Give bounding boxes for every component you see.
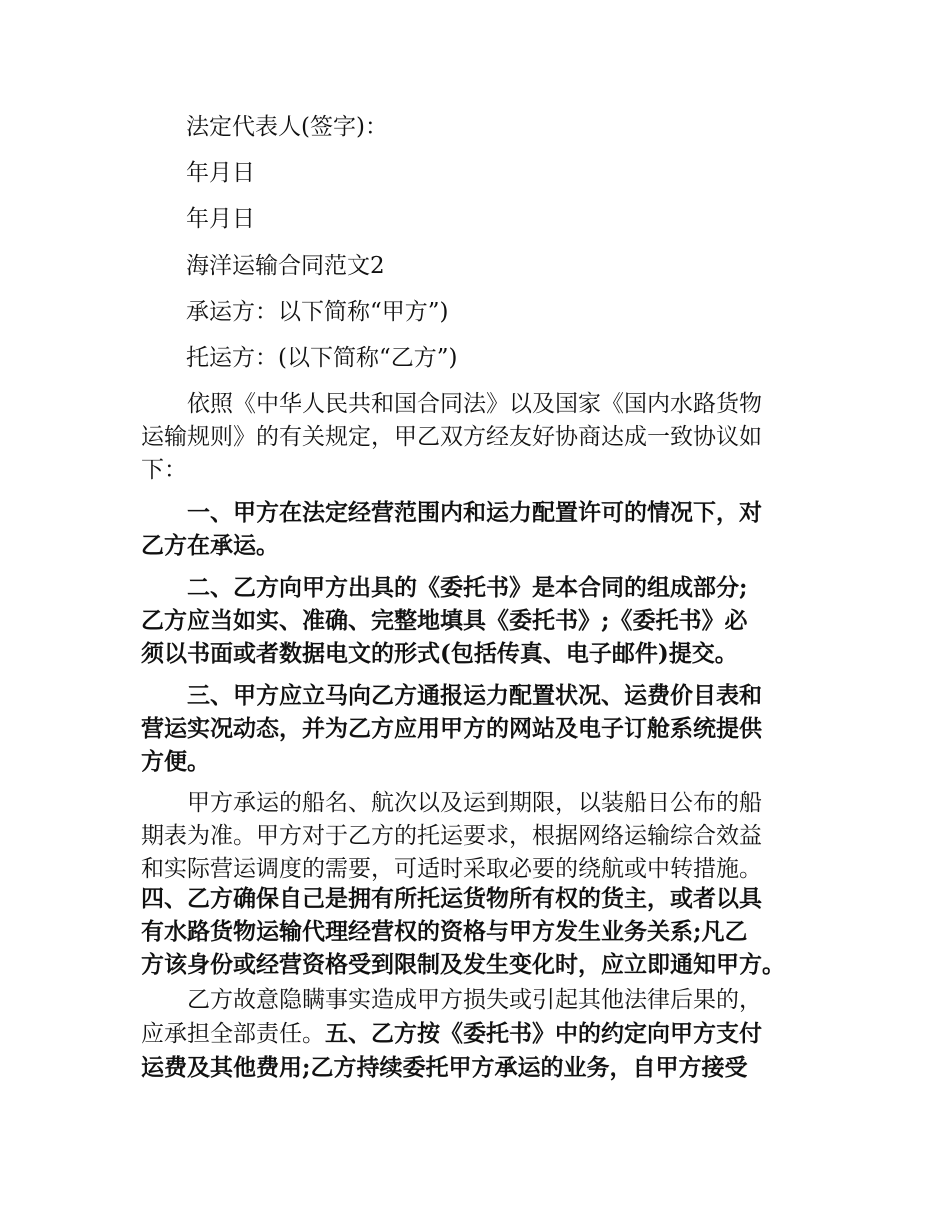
text-line [141, 1017, 831, 1051]
liability-paragraph [141, 984, 831, 1084]
text-line: 一、甲方在法定经营范围内和运力配置许可的情况下，对 [187, 499, 762, 526]
date-line: 年月日 [186, 160, 255, 186]
date-line: 年月日 [186, 206, 255, 232]
intro-paragraph [141, 388, 831, 487]
text-line: 三、甲方应立马向乙方通报运力配置状况、运费价目表和 [187, 682, 762, 709]
text-segment: 应承担全部责任。 [141, 1021, 325, 1047]
clause-1 [141, 496, 831, 562]
text-line: 甲方承运的船名、航次以及运到期限，以装船日公布的船 [187, 790, 762, 816]
text-line: 有水路货物运输代理经营权的资格与甲方发生业务关系;凡乙 [141, 918, 748, 945]
text-line: 运费及其他费用;乙方持续委托甲方承运的业务，自甲方接受 [141, 1054, 748, 1081]
schedule-paragraph [141, 787, 831, 886]
text-line: 乙方在承运。 [141, 532, 279, 559]
clause-3 [141, 679, 831, 778]
legal-rep-signature-line: 法定代表人(签字)： [186, 114, 388, 140]
text-line: 乙方故意隐瞒事实造成甲方损失或引起其他法律后果的， [187, 987, 762, 1013]
text-line: 依照《中华人民共和国合同法》以及国家《国内水路货物 [187, 391, 762, 417]
text-line: 须以书面或者数据电文的形式(包括传真、电子邮件)提交。 [141, 640, 738, 667]
contract-title: 海洋运输合同范文2 [186, 253, 385, 279]
clause-5-start: 五、乙方按《委托书》中的约定向甲方支付 [325, 1020, 762, 1047]
shipper-party-line: 托运方：(以下简称“乙方”) [186, 345, 458, 371]
text-line: 方便。 [141, 748, 210, 775]
text-line: 期表为准。甲方对于乙方的托运要求，根据网络运输综合效益 [141, 823, 762, 849]
text-line: 下： [141, 457, 187, 483]
text-line: 和实际营运调度的需要，可适时采取必要的绕航或中转措施。 [141, 856, 762, 882]
carrier-party-line: 承运方：以下简称“甲方”) [186, 299, 449, 325]
clause-2 [141, 571, 831, 670]
text-line: 四、乙方确保自己是拥有所托运货物所有权的货主，或者以具 [141, 885, 762, 912]
text-line: 乙方应当如实、准确、完整地填具《委托书》;《委托书》必 [141, 607, 748, 634]
text-line: 营运实况动态，并为乙方应用甲方的网站及电子订舱系统提供 [141, 715, 762, 742]
text-line: 方该身份或经营资格受到限制及发生变化时，应立即通知甲方。 [141, 951, 785, 978]
text-line: 运输规则》的有关规定，甲乙双方经友好协商达成一致协议如 [141, 424, 762, 450]
clause-4 [141, 882, 831, 981]
text-line: 二、乙方向甲方出具的《委托书》是本合同的组成部分; [187, 574, 748, 601]
